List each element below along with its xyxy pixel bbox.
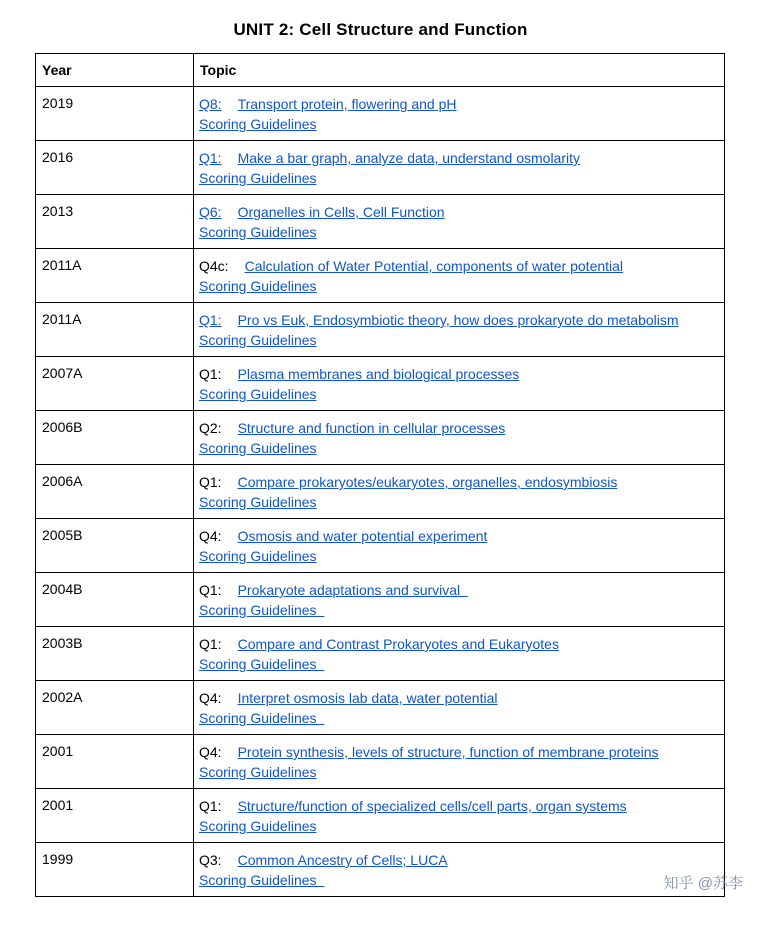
topic-link[interactable]: Plasma membranes and biological processes bbox=[237, 366, 520, 382]
table-row bbox=[36, 141, 725, 195]
year-label: 2002A bbox=[42, 689, 83, 705]
year-cell bbox=[36, 411, 194, 465]
topic-cell bbox=[194, 681, 725, 735]
question-label: Q4: bbox=[199, 690, 222, 706]
year-label: 2011A bbox=[42, 311, 82, 327]
year-label: 2001 bbox=[42, 743, 74, 759]
question-label: Q4c: bbox=[199, 258, 229, 274]
year-label: 2006B bbox=[42, 419, 83, 435]
scoring-guidelines-link[interactable]: Scoring Guidelines bbox=[199, 278, 317, 294]
scoring-line bbox=[199, 168, 718, 188]
year-label: 2003B bbox=[42, 635, 83, 651]
year-label: 2006A bbox=[42, 473, 83, 489]
table-row bbox=[36, 87, 725, 141]
topic-link[interactable]: Common Ancestry of Cells; LUCA bbox=[237, 852, 448, 868]
scoring-line bbox=[199, 546, 718, 566]
scoring-guidelines-link[interactable]: Scoring Guidelines bbox=[199, 710, 325, 726]
topic-link[interactable]: Compare prokaryotes/eukaryotes, organelles, endosymbiosis bbox=[237, 474, 618, 490]
table-row bbox=[36, 627, 725, 681]
topic-link[interactable]: Calculation of Water Potential, components of water potential bbox=[244, 258, 624, 274]
topic-line bbox=[199, 580, 718, 600]
year-cell bbox=[36, 573, 194, 627]
scoring-guidelines-link[interactable]: Scoring Guidelines bbox=[199, 656, 325, 672]
topic-line bbox=[199, 850, 718, 870]
scoring-line bbox=[199, 384, 718, 404]
scoring-guidelines-link[interactable]: Scoring Guidelines bbox=[199, 224, 317, 240]
watermark bbox=[647, 855, 743, 910]
scoring-guidelines-link[interactable]: Scoring Guidelines bbox=[199, 332, 317, 348]
document-page bbox=[0, 20, 761, 897]
year-cell bbox=[36, 249, 194, 303]
question-label[interactable]: Q6: bbox=[199, 204, 222, 220]
year-cell bbox=[36, 87, 194, 141]
table-row bbox=[36, 573, 725, 627]
year-label: 2007A bbox=[42, 365, 83, 381]
topic-cell bbox=[194, 573, 725, 627]
topic-link[interactable]: Compare and Contrast Prokaryotes and Eukaryotes bbox=[237, 636, 559, 652]
topic-cell bbox=[194, 303, 725, 357]
table-row bbox=[36, 465, 725, 519]
scoring-line bbox=[199, 114, 718, 134]
year-cell bbox=[36, 789, 194, 843]
scoring-line bbox=[199, 708, 718, 728]
topic-link[interactable]: Structure and function in cellular processes bbox=[237, 420, 506, 436]
topic-cell bbox=[194, 87, 725, 141]
table-row bbox=[36, 411, 725, 465]
scoring-line bbox=[199, 222, 718, 242]
topic-line bbox=[199, 148, 718, 168]
scoring-guidelines-link[interactable]: Scoring Guidelines bbox=[199, 818, 317, 834]
year-label: 2016 bbox=[42, 149, 74, 165]
year-cell bbox=[36, 357, 194, 411]
year-label: 2005B bbox=[42, 527, 83, 543]
scoring-guidelines-link[interactable]: Scoring Guidelines bbox=[199, 440, 317, 456]
table-row bbox=[36, 681, 725, 735]
topic-line bbox=[199, 742, 718, 762]
topic-line bbox=[199, 472, 718, 492]
topic-cell bbox=[194, 411, 725, 465]
question-label[interactable]: Q8: bbox=[199, 96, 222, 112]
year-cell bbox=[36, 735, 194, 789]
year-cell bbox=[36, 843, 194, 897]
scoring-line bbox=[199, 654, 718, 674]
question-label: Q1: bbox=[199, 366, 222, 382]
topic-line bbox=[199, 310, 718, 330]
table-row bbox=[36, 789, 725, 843]
topic-cell bbox=[194, 465, 725, 519]
table-row bbox=[36, 357, 725, 411]
scoring-guidelines-link[interactable]: Scoring Guidelines bbox=[199, 386, 317, 402]
topic-cell bbox=[194, 789, 725, 843]
table-row bbox=[36, 195, 725, 249]
question-label: Q4: bbox=[199, 528, 222, 544]
topic-line bbox=[199, 94, 718, 114]
scoring-line bbox=[199, 276, 718, 296]
topic-line bbox=[199, 364, 718, 384]
table-row bbox=[36, 519, 725, 573]
topic-line bbox=[199, 634, 718, 654]
topic-link[interactable]: Transport protein, flowering and pH bbox=[237, 96, 457, 112]
scoring-guidelines-link[interactable]: Scoring Guidelines bbox=[199, 872, 325, 888]
page-title: UNIT 2: Cell Structure and Function bbox=[233, 20, 528, 39]
topic-column-header: Topic bbox=[194, 54, 725, 87]
year-cell bbox=[36, 519, 194, 573]
scoring-guidelines-link[interactable]: Scoring Guidelines bbox=[199, 494, 317, 510]
table-row bbox=[36, 249, 725, 303]
year-cell bbox=[36, 303, 194, 357]
topic-line bbox=[199, 688, 718, 708]
scoring-line bbox=[199, 816, 718, 836]
scoring-guidelines-link[interactable]: Scoring Guidelines bbox=[199, 548, 317, 564]
topic-link[interactable]: Organelles in Cells, Cell Function bbox=[237, 204, 445, 220]
question-label[interactable]: Q1: bbox=[199, 150, 222, 166]
year-label: 2013 bbox=[42, 203, 74, 219]
table-row bbox=[36, 735, 725, 789]
topic-line bbox=[199, 418, 718, 438]
zhihu-watermark-text: 知乎 @苏李 bbox=[663, 875, 743, 892]
topic-cell bbox=[194, 249, 725, 303]
topic-line bbox=[199, 256, 718, 276]
topic-line bbox=[199, 796, 718, 816]
question-label: Q3: bbox=[199, 852, 222, 868]
topic-cell bbox=[194, 843, 725, 897]
year-cell bbox=[36, 627, 194, 681]
table-row bbox=[36, 843, 725, 897]
year-cell bbox=[36, 141, 194, 195]
year-label: 2011A bbox=[42, 257, 82, 273]
scoring-line bbox=[199, 600, 718, 620]
question-label: Q1: bbox=[199, 798, 222, 814]
topic-cell bbox=[194, 519, 725, 573]
topic-link[interactable]: Structure/function of specialized cells/cell parts, organ systems bbox=[237, 798, 627, 814]
topics-table bbox=[35, 53, 725, 897]
topic-line bbox=[199, 526, 718, 546]
scoring-guidelines-link[interactable]: Scoring Guidelines bbox=[199, 764, 317, 780]
year-label: 1999 bbox=[42, 851, 74, 867]
topic-line bbox=[199, 202, 718, 222]
topic-cell bbox=[194, 627, 725, 681]
year-column-header: Year bbox=[36, 54, 194, 87]
table-body bbox=[36, 87, 725, 897]
scoring-line bbox=[199, 330, 718, 350]
topic-cell bbox=[194, 141, 725, 195]
table-header-row bbox=[36, 54, 725, 87]
question-label: Q4: bbox=[199, 744, 222, 760]
question-label: Q1: bbox=[199, 474, 222, 490]
topic-cell bbox=[194, 195, 725, 249]
year-label: 2004B bbox=[42, 581, 83, 597]
scoring-guidelines-link[interactable]: Scoring Guidelines bbox=[199, 116, 317, 132]
topic-cell bbox=[194, 357, 725, 411]
table-row bbox=[36, 303, 725, 357]
question-label: Q1: bbox=[199, 582, 222, 598]
topic-link[interactable]: Interpret osmosis lab data, water potential bbox=[237, 690, 498, 706]
year-cell bbox=[36, 465, 194, 519]
scoring-guidelines-link[interactable]: Scoring Guidelines bbox=[199, 170, 317, 186]
question-label[interactable]: Q1: bbox=[199, 312, 222, 328]
scoring-line bbox=[199, 762, 718, 782]
question-label: Q2: bbox=[199, 420, 222, 436]
topic-link[interactable]: Pro vs Euk, Endosymbiotic theory, how does prokaryote do metabolism bbox=[237, 312, 679, 328]
year-cell bbox=[36, 681, 194, 735]
scoring-line bbox=[199, 492, 718, 512]
scoring-guidelines-link[interactable]: Scoring Guidelines bbox=[199, 602, 325, 618]
year-label: 2001 bbox=[42, 797, 74, 813]
topic-cell bbox=[194, 735, 725, 789]
question-label: Q1: bbox=[199, 636, 222, 652]
topic-link[interactable]: Osmosis and water potential experiment bbox=[237, 528, 488, 544]
topic-link[interactable]: Prokaryote adaptations and survival bbox=[237, 582, 468, 598]
topic-link[interactable]: Make a bar graph, analyze data, understand osmolarity bbox=[237, 150, 580, 166]
year-label: 2019 bbox=[42, 95, 74, 111]
topic-link[interactable]: Protein synthesis, levels of structure, function of membrane proteins bbox=[237, 744, 659, 760]
year-cell bbox=[36, 195, 194, 249]
scoring-line bbox=[199, 438, 718, 458]
scoring-line bbox=[199, 870, 718, 890]
